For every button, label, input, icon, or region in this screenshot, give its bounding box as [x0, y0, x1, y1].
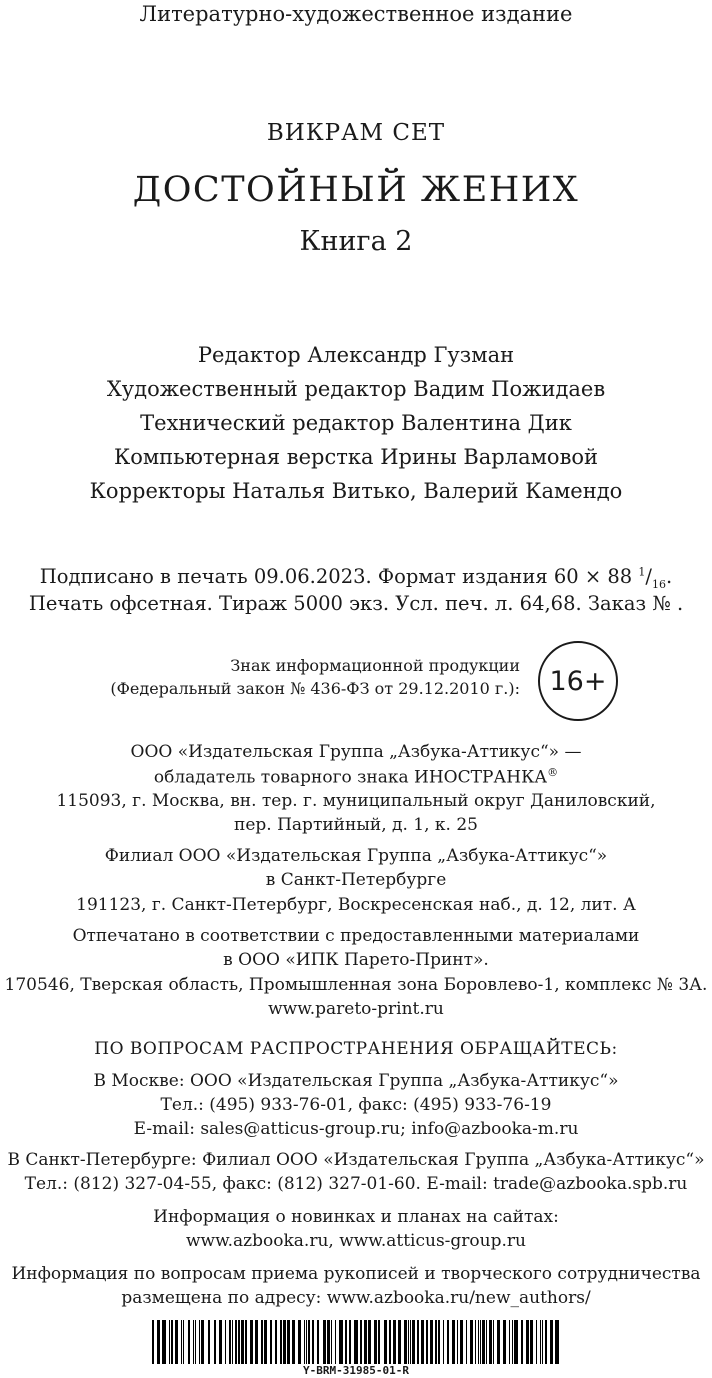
barcode-bar — [245, 1320, 247, 1364]
barcode-bar — [304, 1320, 305, 1364]
barcode-bar — [298, 1320, 301, 1364]
barcode-bar — [512, 1320, 513, 1364]
distribution-heading: ПО ВОПРОСАМ РАСПРОСТРАНЕНИЯ ОБРАЩАЙТЕСЬ: — [94, 1039, 618, 1059]
barcode-bar — [270, 1320, 272, 1364]
barcode-bar — [503, 1320, 506, 1364]
barcode-bar — [255, 1320, 258, 1364]
barcode-bar — [536, 1320, 537, 1364]
book-author: ВИКРАМ СЕТ — [266, 120, 446, 146]
barcode-bar — [157, 1320, 160, 1364]
barcode-bar — [509, 1320, 510, 1364]
printer-line-1: Отпечатано в соответствии с предоставленными материалами — [72, 926, 640, 946]
printer-line-3: 170546, Тверская область, Промышленная зона Боровлево-1, комплекс № 3А. — [4, 975, 708, 995]
barcode-bar — [475, 1320, 476, 1364]
barcode-bar — [306, 1320, 307, 1364]
barcode-bar — [201, 1320, 204, 1364]
fraction-denominator: 16 — [652, 577, 666, 591]
barcode-bar — [232, 1320, 233, 1364]
barcode-bar — [493, 1320, 494, 1364]
barcode-bar — [410, 1320, 411, 1364]
barcode-bar — [354, 1320, 358, 1364]
barcode-bar — [526, 1320, 529, 1364]
websites-line-1: Информация о новинках и планах на сайтах: — [153, 1207, 559, 1227]
age-rating-badge: 16+ — [538, 641, 618, 721]
barcode-bar — [374, 1320, 377, 1364]
publisher-line-3: 115093, г. Москва, вн. тер. г. муниципальный округ Даниловский, — [56, 791, 656, 811]
barcode-bar — [435, 1320, 437, 1364]
barcode-bar — [219, 1320, 222, 1364]
barcode-bar — [389, 1320, 391, 1364]
barcode-bar — [398, 1320, 401, 1364]
distribution-moscow-2: Тел.: (495) 933-76-01, факс: (495) 933-76-19 — [160, 1095, 552, 1115]
barcode-number: Y-BRM-31985-01-R — [303, 1364, 409, 1377]
barcode-bar — [438, 1320, 440, 1364]
staff-art-editor: Художественный редактор Вадим Пожидаев — [106, 377, 606, 401]
barcode-bar — [183, 1320, 184, 1364]
barcode-bar — [264, 1320, 267, 1364]
barcode-bar — [162, 1320, 166, 1364]
barcode-bar — [368, 1320, 371, 1364]
barcode-bar — [261, 1320, 263, 1364]
printing-signed: Подписано в печать 09.06.2023. Формат издания 60 × 88 — [39, 565, 633, 588]
trademark-owner: обладатель товарного знака ИНОСТРАНКА — [153, 767, 548, 788]
barcode-bar — [308, 1320, 310, 1364]
printing-line-2: Печать офсетная. Тираж 5000 экз. Усл. печ. л. 64,68. Заказ № . — [28, 592, 684, 615]
staff-tech-editor: Технический редактор Валентина Дик — [140, 411, 572, 435]
barcode-bar — [235, 1320, 237, 1364]
barcode-bar — [275, 1320, 277, 1364]
barcode-bar — [345, 1320, 347, 1364]
websites-line-2: www.azbooka.ru, www.atticus-group.ru — [186, 1231, 526, 1251]
barcode-bar — [530, 1320, 533, 1364]
barcode-bar — [349, 1320, 351, 1364]
barcode-bar — [542, 1320, 543, 1364]
staff-proofreaders: Корректоры Наталья Витько, Валерий Камендо — [89, 479, 623, 503]
publisher-line-1: ООО «Издательская Группа „Азбука-Аттикус“» — — [130, 742, 582, 762]
distribution-spb-1: В Санкт-Петербурге: Филиал ООО «Издательская Группа „Азбука-Аттикус“» — [7, 1150, 705, 1170]
barcode-bar — [460, 1320, 463, 1364]
book-volume: Книга 2 — [299, 226, 413, 257]
barcode-bar — [364, 1320, 367, 1364]
barcode-bar — [540, 1320, 541, 1364]
barcode-bar — [480, 1320, 481, 1364]
format-fraction: $^1/_{16}$ — [638, 565, 666, 591]
barcode-bar — [169, 1320, 170, 1364]
barcode-bar — [317, 1320, 319, 1364]
barcode-bar — [426, 1320, 428, 1364]
branch-line-3: 191123, г. Санкт-Петербург, Воскресенская наб., д. 12, лит. А — [76, 895, 636, 915]
barcode-bar — [421, 1320, 424, 1364]
barcode-bar — [466, 1320, 467, 1364]
barcode-bar — [404, 1320, 407, 1364]
barcode-bar — [250, 1320, 253, 1364]
printer-website: www.pareto-print.ru — [268, 999, 444, 1019]
barcode-bar — [181, 1320, 182, 1364]
barcode-bar — [550, 1320, 553, 1364]
registered-mark: ® — [547, 766, 559, 779]
barcode-bar — [175, 1320, 178, 1364]
barcode-bar — [287, 1320, 290, 1364]
staff-editor: Редактор Александр Гузман — [197, 343, 515, 367]
publisher-line-4: пер. Партийный, д. 1, к. 25 — [234, 815, 478, 835]
barcode-bar — [193, 1320, 194, 1364]
barcode-bar — [470, 1320, 473, 1364]
barcode-bar — [280, 1320, 282, 1364]
barcode-bar — [457, 1320, 458, 1364]
barcode-bar — [292, 1320, 295, 1364]
staff-layout: Компьютерная верстка Ирины Варламовой — [113, 445, 599, 469]
printer-line-2: в ООО «ИПК Парето-Принт». — [223, 950, 489, 970]
barcode-bar — [393, 1320, 396, 1364]
barcode-image — [150, 1320, 562, 1364]
barcode-bar — [331, 1320, 332, 1364]
edition-type: Литературно-художественное издание — [139, 2, 573, 26]
barcode-bar — [489, 1320, 492, 1364]
barcode-bar — [312, 1320, 314, 1364]
distribution-moscow-3: E-mail: sales@atticus-group.ru; info@azbooka-m.ru — [133, 1119, 579, 1139]
barcode-bar — [152, 1320, 154, 1364]
barcode-bar — [214, 1320, 216, 1364]
barcode-bar — [545, 1320, 547, 1364]
age-rating-label-2: (Федеральный закон № 436-ФЗ от 29.12.2010 г.): — [110, 679, 520, 698]
manuscripts-line-2: размещена по адресу: www.azbooka.ru/new_authors/ — [121, 1288, 591, 1308]
barcode-bar — [339, 1320, 343, 1364]
barcode-bar — [171, 1320, 173, 1364]
barcode-bar — [208, 1320, 210, 1364]
barcode-bar — [478, 1320, 479, 1364]
barcode-bar — [195, 1320, 196, 1364]
manuscripts-line-1: Информация по вопросам приема рукописей и творческого сотрудничества — [11, 1264, 701, 1284]
barcode-bar — [447, 1320, 449, 1364]
distribution-moscow-1: В Москве: ООО «Издательская Группа „Азбука-Аттикус“» — [93, 1071, 619, 1091]
barcode-bar — [408, 1320, 409, 1364]
barcode-bar — [430, 1320, 433, 1364]
barcode-bar — [384, 1320, 387, 1364]
barcode-bar — [360, 1320, 362, 1364]
age-rating-label — [60, 654, 520, 700]
barcode-bar — [283, 1320, 286, 1364]
barcode-bar — [327, 1320, 330, 1364]
barcode-bar — [417, 1320, 419, 1364]
barcode-bar — [229, 1320, 231, 1364]
barcode-bar — [238, 1320, 240, 1364]
barcode-bar — [378, 1320, 380, 1364]
barcode-bar — [335, 1320, 336, 1364]
barcode-bar — [412, 1320, 415, 1364]
branch-line-1: Филиал ООО «Издательская Группа „Азбука-Аттикус“» — [104, 846, 608, 866]
fraction-numerator: 1 — [638, 565, 646, 579]
barcode-bar — [443, 1320, 444, 1364]
barcode-bar — [199, 1320, 200, 1364]
barcode-bar — [482, 1320, 485, 1364]
distribution-spb-2: Тел.: (812) 327-04-55, факс: (812) 327-01-60. E-mail: trade@azbooka.spb.ru — [24, 1174, 688, 1194]
publisher-line-2 — [0, 766, 712, 788]
barcode-bar — [555, 1320, 559, 1364]
age-rating-label-1: Знак информационной продукции — [230, 656, 520, 675]
barcode-bar — [323, 1320, 326, 1364]
barcode-bar — [497, 1320, 500, 1364]
barcode-bar — [486, 1320, 487, 1364]
barcode-bar — [241, 1320, 244, 1364]
printing-line1-end: . — [666, 565, 673, 588]
barcode-bar — [188, 1320, 190, 1364]
barcode-bar — [514, 1320, 518, 1364]
barcode-bar — [521, 1320, 523, 1364]
book-title: ДОСТОЙНЫЙ ЖЕНИХ — [132, 170, 580, 210]
printing-line-1 — [0, 565, 712, 591]
branch-line-2: в Санкт-Петербурге — [265, 870, 447, 890]
barcode-bar — [225, 1320, 226, 1364]
barcode-bar — [452, 1320, 455, 1364]
